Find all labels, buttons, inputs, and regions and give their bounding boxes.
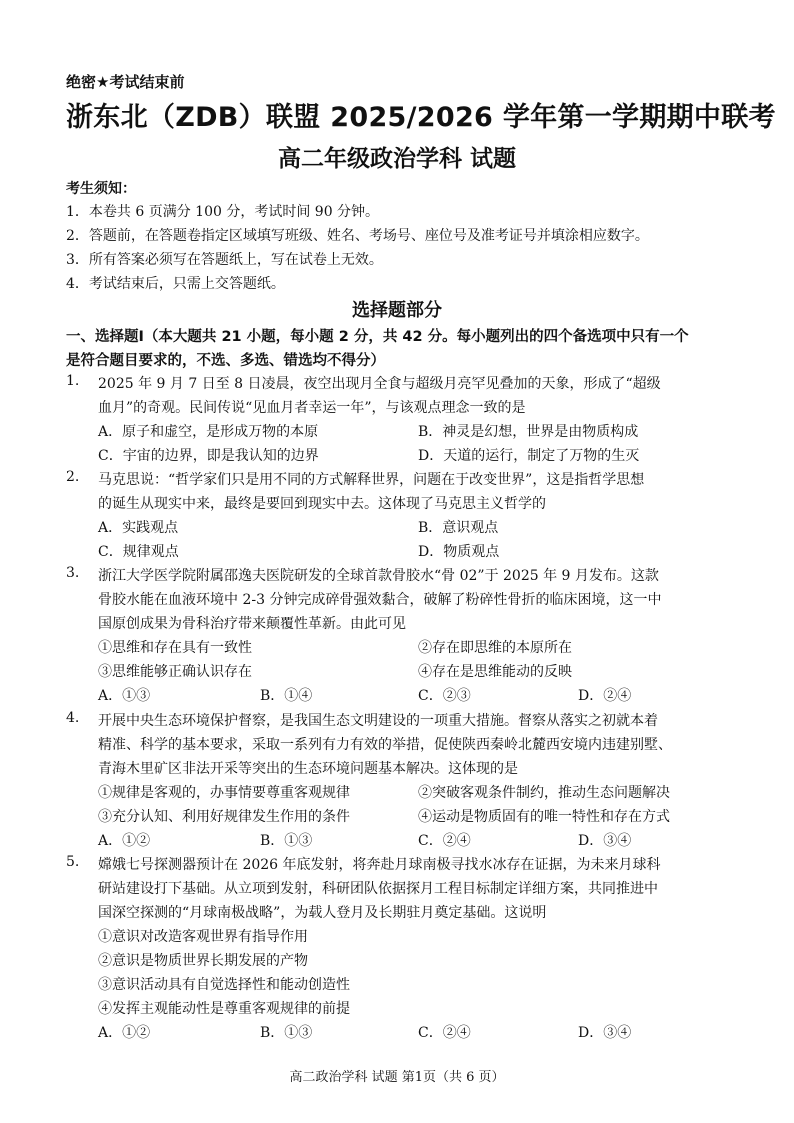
- part-instructions-line2: 是符合题目要求的，不选、多选、错选均不得分）: [66, 353, 385, 369]
- question-stem-line: 研站建设打下基础。从立项到发射，科研团队依据探月工程目标制定详细方案，共同推进中: [98, 881, 658, 897]
- option-d: D．物质观点: [418, 544, 500, 560]
- note-item: 2．答题前，在答题卷指定区域填写班级、姓名、考场号、座位号及准考证号并填涂相应数字。: [66, 228, 649, 244]
- option-a: A．①③: [98, 688, 151, 704]
- option-b: B．①③: [260, 833, 313, 849]
- question-stem-line: 骨胶水能在血液环境中 2-3 分钟完成碎骨强效黏合，破解了粉碎性骨折的临床困境，这一中: [98, 592, 662, 608]
- statement-2: ②突破客观条件制约，推动生态问题解决: [418, 785, 670, 801]
- question-stem-line: 国深空探测的“月球南极战略”，为载人登月及长期驻月奠定基础。这说明: [98, 905, 547, 921]
- statement-1: ①思维和存在具有一致性: [98, 640, 252, 656]
- statement-2: ②存在即思维的本原所在: [418, 640, 572, 656]
- option-b: B．①③: [260, 1025, 313, 1041]
- option-a: A．①②: [98, 833, 151, 849]
- option-c: C．②③: [418, 688, 471, 704]
- note-item: 3．所有答案必须写在答题纸上，写在试卷上无效。: [66, 252, 383, 268]
- question-stem-line: 浙江大学医学院附属邵逸夫医院研发的全球首款骨胶水“骨 02”于 2025 年 9 月发布。这款: [98, 568, 659, 584]
- option-c: C．规律观点: [98, 544, 179, 560]
- question-stem-line: 嫦娥七号探测器预计在 2026 年底发射，将奔赴月球南极寻找水冰存在证据，为未来月球科: [98, 857, 661, 873]
- question-stem-line: 马克思说：“哲学家们只是用不同的方式解释世界，问题在于改变世界”，这是指哲学思想: [98, 472, 645, 488]
- question-stem-line: 血月”的奇观。民间传说“见血月者幸运一年”，与该观点理念一致的是: [98, 400, 526, 416]
- option-c: C．②④: [418, 1025, 471, 1041]
- option-b: B．①④: [260, 688, 313, 704]
- question-stem-line: 2025 年 9 月 7 日至 8 日凌晨，夜空出现月全食与超级月亮罕见叠加的天象，形成了“超级: [98, 376, 661, 392]
- option-a: A．实践观点: [98, 520, 179, 536]
- confidential-label: 绝密★考试结束前: [66, 73, 185, 91]
- statement-3: ③思维能够正确认识存在: [98, 664, 252, 680]
- question-stem-line: 的诞生从现实中来，最终是要回到现实中去。这体现了马克思主义哲学的: [98, 496, 546, 512]
- statement-3: ③充分认知、利用好规律发生作用的条件: [98, 809, 350, 825]
- part-instructions-line1: 一、选择题Ⅰ（本大题共 21 小题，每小题 2 分，共 42 分。每小题列出的四个备选项中只有一个: [66, 329, 689, 345]
- option-c: C．宇宙的边界，即是我认知的边界: [98, 448, 319, 464]
- question-number: 5.: [66, 854, 80, 870]
- section-title: 选择题部分: [352, 300, 442, 321]
- page-footer: 高二政治学科 试题 第1页（共 6 页）: [289, 1070, 505, 1085]
- note-item: 4．考试结束后，只需上交答题纸。: [66, 276, 285, 292]
- option-d: D．天道的运行，制定了万物的生灭: [418, 448, 640, 464]
- note-item: 1．本卷共 6 页满分 100 分，考试时间 90 分钟。: [66, 204, 380, 220]
- statement-3: ③意识活动具有自觉选择性和能动创造性: [98, 977, 350, 993]
- statement-4: ④运动是物质固有的唯一特性和存在方式: [418, 809, 670, 825]
- option-c: C．②④: [418, 833, 471, 849]
- exam-title: 浙东北（ZDB）联盟 2025/2026 学年第一学期期中联考: [66, 102, 776, 133]
- option-a: A．原子和虚空，是形成万物的本原: [98, 424, 319, 440]
- question-number: 4.: [66, 710, 80, 726]
- question-stem-line: 开展中央生态环境保护督察，是我国生态文明建设的一项重大措施。督察从落实之初就本着: [98, 713, 658, 729]
- question-stem-line: 青海木里矿区非法开采等突出的生态环境问题基本解决。这体现的是: [98, 761, 518, 777]
- question-stem-line: 精准、科学的基本要求，采取一系列有力有效的举措，促使陕西秦岭北麓西安境内违建别墅、: [98, 737, 672, 753]
- statement-4: ④发挥主观能动性是尊重客观规律的前提: [98, 1001, 350, 1017]
- option-d: D．③④: [578, 1025, 632, 1041]
- statement-2: ②意识是物质世界长期发展的产物: [98, 953, 308, 969]
- notes-title: 考生须知：: [66, 181, 136, 197]
- question-number: 2.: [66, 469, 80, 485]
- exam-subtitle: 高二年级政治学科 试题: [277, 146, 516, 172]
- question-number: 3.: [66, 565, 80, 581]
- option-b: B．意识观点: [418, 520, 499, 536]
- statement-1: ①规律是客观的，办事情要尊重客观规律: [98, 785, 350, 801]
- statement-1: ①意识对改造客观世界有指导作用: [98, 929, 308, 945]
- statement-4: ④存在是思维能动的反映: [418, 664, 572, 680]
- option-d: D．②④: [578, 688, 632, 704]
- option-b: B．神灵是幻想，世界是由物质构成: [418, 424, 639, 440]
- option-d: D．③④: [578, 833, 632, 849]
- question-number: 1.: [66, 373, 80, 389]
- option-a: A．①②: [98, 1025, 151, 1041]
- question-stem-line: 国原创成果为骨科治疗带来颠覆性革新。由此可见: [98, 616, 406, 632]
